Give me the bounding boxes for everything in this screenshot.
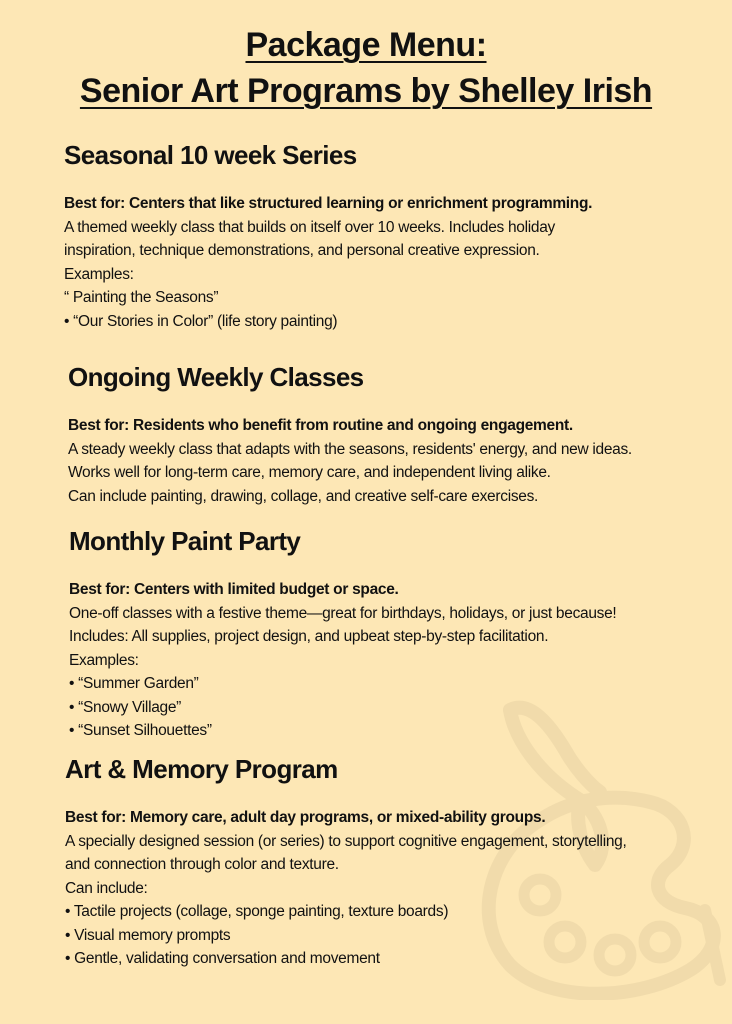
body-line: inspiration, technique demonstrations, and personal creative expression.	[64, 242, 540, 259]
section-ongoing-weekly	[68, 362, 632, 508]
best-for-text: Best for: Centers that like structured learning or enrichment programming.	[64, 195, 593, 212]
body-line: A themed weekly class that builds on itself over 10 weeks. Includes holiday	[64, 218, 555, 236]
page-title	[0, 22, 732, 114]
section-heading: Monthly Paint Party	[69, 526, 301, 556]
body-line: Examples:	[69, 651, 139, 669]
section-seasonal-series	[64, 140, 592, 333]
title-line-1: Package Menu:	[245, 26, 487, 64]
section-monthly-paint-party	[69, 526, 616, 743]
best-for-text: Best for: Memory care, adult day programs, or mixed-ability groups.	[65, 809, 546, 826]
section-heading: Seasonal 10 week Series	[64, 140, 357, 170]
section-heading: Ongoing Weekly Classes	[68, 362, 364, 392]
body-line: Works well for long-term care, memory care, and independent living alike.	[68, 464, 551, 481]
body-line: Includes: All supplies, project design, and upbeat step-by-step facilitation.	[69, 628, 549, 645]
body-line: A specially designed session (or series) to support cognitive engagement, storytelling,	[65, 832, 627, 850]
body-line: Can include painting, drawing, collage, and creative self-care exercises.	[68, 487, 539, 505]
best-for-text: Best for: Residents who benefit from routine and ongoing engagement.	[68, 417, 573, 434]
body-line: A steady weekly class that adapts with the seasons, residents' energy, and new ideas.	[68, 440, 632, 458]
list-item: “ Painting the Seasons”	[64, 289, 219, 306]
list-item: • “Summer Garden”	[69, 675, 199, 692]
list-item: • Visual memory prompts	[65, 926, 231, 944]
body-line: Can include:	[65, 879, 148, 897]
body-line: and connection through color and texture.	[65, 856, 339, 873]
section-heading: Art & Memory Program	[65, 754, 338, 784]
list-item: • “Our Stories in Color” (life story painting)	[64, 312, 338, 330]
list-item: • Gentle, validating conversation and movement	[65, 950, 380, 967]
list-item: • Tactile projects (collage, sponge painting, texture boards)	[65, 903, 449, 920]
body-line: One-off classes with a festive theme—great for birthdays, holidays, or just because!	[69, 604, 617, 622]
list-item: • “Sunset Silhouettes”	[69, 722, 212, 739]
section-art-memory	[65, 754, 627, 971]
title-line-2: Senior Art Programs by Shelley Irish	[79, 72, 653, 110]
list-item: • “Snowy Village”	[69, 698, 182, 716]
best-for-text: Best for: Centers with limited budget or space.	[69, 581, 399, 598]
body-line: Examples:	[64, 265, 134, 283]
